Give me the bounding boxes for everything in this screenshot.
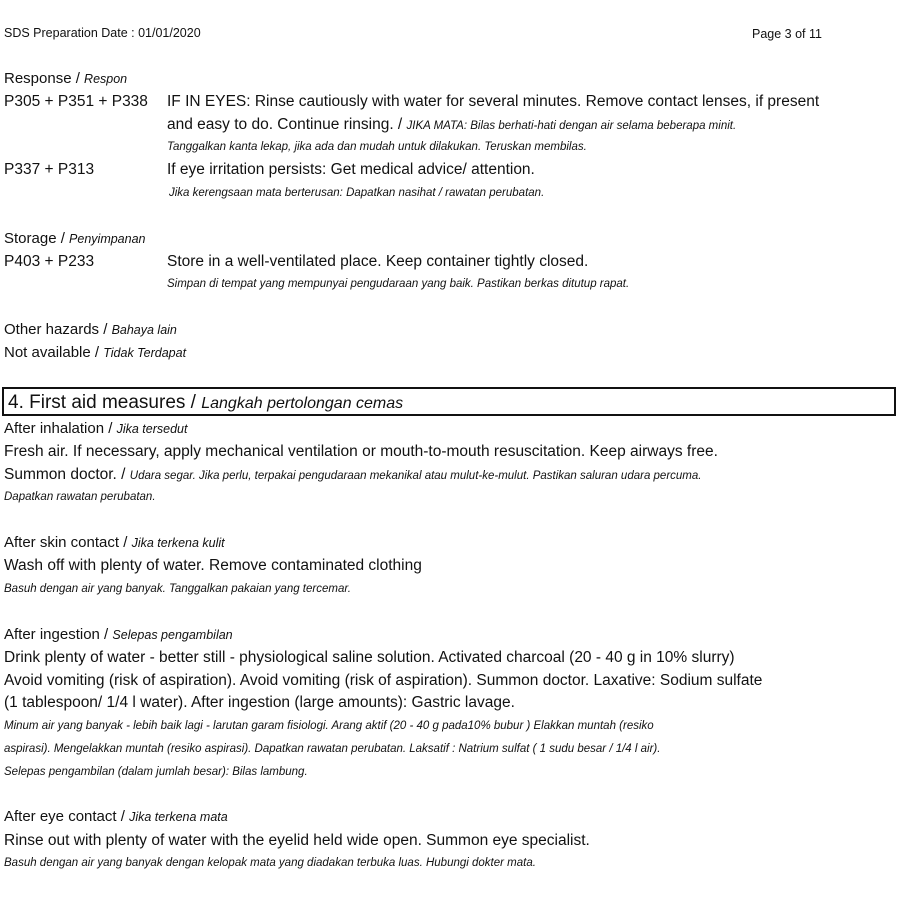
ingestion-line4-ms: Minum air yang banyak - lebih baik lagi - larutan garam fisiologi. Arang aktif (20 - 40 g pada10% bubur ) Elakkan muntah (resiko xyxy=(4,720,654,732)
p337-line1: If eye irritation persists: Get medical advice/ attention. xyxy=(167,161,535,178)
p403-line1: Store in a well-ventilated place. Keep container tightly closed. xyxy=(167,253,589,270)
ingestion-heading-en: After ingestion / xyxy=(4,626,113,643)
response-heading xyxy=(4,70,127,87)
inhalation-line2-en: Summon doctor. / xyxy=(4,466,130,483)
p305-line2-en: and easy to do. Continue rinsing. / xyxy=(167,116,407,133)
p305-line3-ms: Tanggalkan kanta lekap, jika ada dan mudah untuk dilakukan. Teruskan membilas. xyxy=(167,141,587,153)
other-hazards-heading-en: Other hazards / xyxy=(4,321,112,338)
p305-line2-ms: JIKA MATA: Bilas berhati-hati dengan air selama beberapa minit. xyxy=(406,120,737,132)
section-4-title-box xyxy=(2,387,896,416)
inhalation-line3-ms: Dapatkan rawatan perubatan. xyxy=(4,491,156,503)
p403-line2-ms: Simpan di tempat yang mempunyai pengudaraan yang baik. Pastikan berkas ditutup rapat. xyxy=(167,278,630,290)
ingestion-line6-ms: Selepas pengambilan (dalam jumlah besar): Bilas lambung. xyxy=(4,766,308,778)
section-4-title xyxy=(8,392,403,414)
storage-heading-en: Storage / xyxy=(4,230,70,247)
eye-line2-ms: Basuh dengan air yang banyak dengan kelopak mata yang diadakan terbuka luas. Hubungi dokter mata. xyxy=(4,857,536,869)
inhalation-line1: Fresh air. If necessary, apply mechanical ventilation or mouth-to-mouth resuscitation. Keep airways free. xyxy=(4,443,718,460)
skin-heading-ms: Jika terkena kulit xyxy=(131,536,225,550)
inhalation-heading-ms: Jika tersedut xyxy=(116,422,188,436)
other-hazards-value xyxy=(4,344,186,361)
other-hazards-heading-ms: Bahaya lain xyxy=(111,323,177,337)
eye-heading-ms: Jika terkena mata xyxy=(129,810,228,824)
p305-line2 xyxy=(167,116,736,134)
inhalation-line2-ms: Udara segar. Jika perlu, terpakai pengudaraan mekanikal atau mulut-ke-mulut. Pastikan saluran udara percuma. xyxy=(129,470,702,482)
ingestion-heading xyxy=(4,626,233,643)
storage-heading-ms: Penyimpanan xyxy=(69,232,146,246)
p403-code: P403 + P233 xyxy=(4,253,95,270)
other-hazards-value-ms: Tidak Terdapat xyxy=(103,346,187,360)
p305-line1: IF IN EYES: Rinse cautiously with water for several minutes. Remove contact lenses, if present xyxy=(167,93,820,110)
other-hazards-heading xyxy=(4,321,177,338)
section-4-title-en: 4. First aid measures / xyxy=(8,392,202,413)
section-4-title-ms: Langkah pertolongan cemas xyxy=(201,395,404,412)
skin-line2-ms: Basuh dengan air yang banyak. Tanggalkan pakaian yang tercemar. xyxy=(4,583,351,595)
other-hazards-value-en: Not available / xyxy=(4,344,104,361)
p337-line2-ms: Jika kerengsaan mata berterusan: Dapatkan nasihat / rawatan perubatan. xyxy=(169,187,545,199)
ingestion-heading-ms: Selepas pengambilan xyxy=(112,628,233,642)
storage-heading xyxy=(4,230,146,247)
eye-heading xyxy=(4,808,228,825)
response-heading-ms: Respon xyxy=(84,72,128,86)
ingestion-line2: Avoid vomiting (risk of aspiration). Avoid vomiting (risk of aspiration). Summon doctor. Laxative: Sodium sulfate xyxy=(4,672,763,689)
response-heading-en: Response / xyxy=(4,70,85,87)
skin-heading xyxy=(4,534,225,551)
p305-code: P305 + P351 + P338 xyxy=(4,93,148,110)
eye-line1: Rinse out with plenty of water with the eyelid held wide open. Summon eye specialist. xyxy=(4,832,590,849)
page-number: Page 3 of 11 xyxy=(752,27,822,41)
sds-preparation-date: SDS Preparation Date : 01/01/2020 xyxy=(4,26,201,40)
inhalation-heading xyxy=(4,420,187,437)
ingestion-line3: (1 tablespoon/ 1/4 l water). After ingestion (large amounts): Gastric lavage. xyxy=(4,694,515,711)
ingestion-line1: Drink plenty of water - better still - physiological saline solution. Activated charcoal (20 - 40 g in 10% slurry) xyxy=(4,649,735,666)
skin-line1: Wash off with plenty of water. Remove contaminated clothing xyxy=(4,557,422,574)
inhalation-line2 xyxy=(4,466,701,484)
p337-code: P337 + P313 xyxy=(4,161,95,178)
eye-heading-en: After eye contact / xyxy=(4,808,130,825)
ingestion-line5-ms: aspirasi). Mengelakkan muntah (resiko aspirasi). Dapatkan rawatan perubatan. Laksatif : Natrium sulfat ( 1 sudu besar / 1/4 l air). xyxy=(4,743,661,755)
inhalation-heading-en: After inhalation / xyxy=(4,420,117,437)
skin-heading-en: After skin contact / xyxy=(4,534,132,551)
